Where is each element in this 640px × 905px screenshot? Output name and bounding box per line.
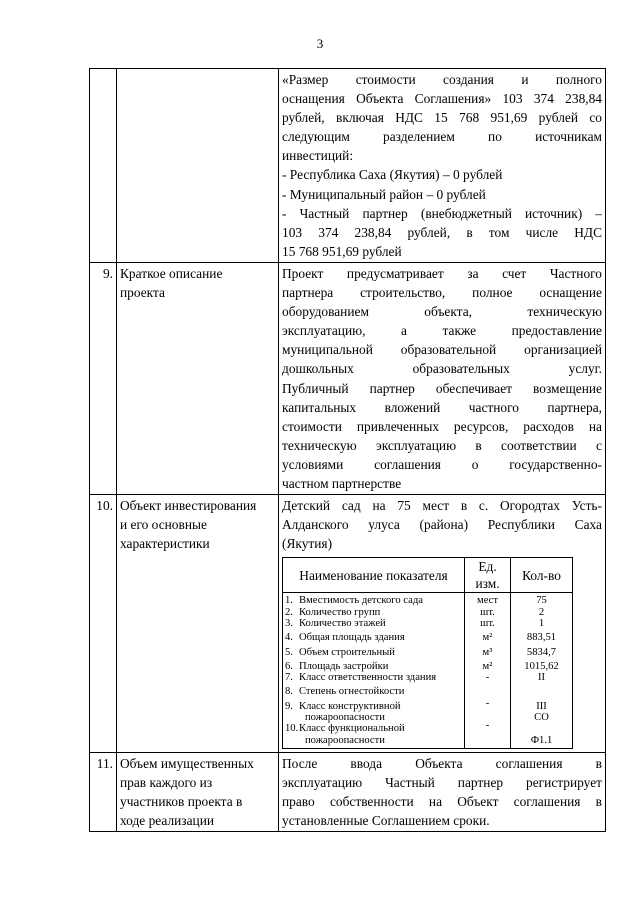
row-name-line: характеристики [120,536,210,552]
text-line: «Размер стоимости создания и полного [282,72,602,87]
text-line: дошкольных образовательных услуг. [282,361,602,377]
project-passport-table [89,68,606,832]
row-name-line: ходе реализации [120,813,215,829]
characteristic-name: пожароопасности [305,712,385,724]
row-number: 10. [90,495,117,753]
row-name-line: Объект инвестирования [120,498,257,514]
value-cell [513,723,570,734]
unit-cell: - [485,720,490,732]
value-cell: Ф1.1 [530,734,553,746]
text-line: инвестиций: [282,148,354,164]
row-number: 11. [90,752,117,831]
table-row [90,262,606,494]
characteristic-name: 2. Количество групп [285,606,381,618]
row-name [117,752,279,831]
unit-cell: - [485,672,490,684]
unit-cell: м³ [482,646,493,658]
header-unit-line: Ед. [478,559,497,575]
unit-cell [467,686,508,697]
row-name-line: и его основные [120,517,207,533]
value-cell: 1 [538,617,545,629]
unit-cell: м² [482,632,493,644]
text-line: следующим разделением по источникам [282,129,602,145]
characteristic-name: 7. Класс ответственности здания [285,672,437,684]
row-number: 9. [90,262,117,494]
text-line: - Частный партнер (внебюджетный источник) – [282,205,602,221]
row-content [279,262,606,494]
value-cell: II [537,672,546,684]
text-line: Детский сад на 75 мест в с. Огородтах Усть- [282,498,602,514]
text-line: установленные Соглашением сроки. [282,813,490,829]
text-line: - Муниципальный район – 0 рублей [282,186,486,202]
text-line: эксплуатацию Частный партнер регистрирует [282,775,602,790]
text-line: 15 768 951,69 рублей [282,243,402,259]
characteristics-units [465,593,511,749]
row-name-line: участников проекта в [120,794,243,810]
text-line: стоимости привлеченных ресурсов, расходов на [282,418,602,434]
row-name [117,495,279,753]
characteristics-table [282,557,573,749]
unit-cell [467,709,508,720]
text-line: 103 374 238,84 рублей, в том числе НДС [282,224,602,240]
row-name-line: прав каждого из [120,775,213,790]
characteristic-name: пожароопасности [305,734,385,746]
unit-cell: - [485,697,490,709]
characteristic-name: 4. Общая площадь здания [285,632,405,644]
text-line: - Республика Саха (Якутия) – 0 рублей [282,167,503,183]
value-cell: 883,51 [526,632,557,644]
text-line: оснащения Объекта Соглашения» 103 374 238,84 [282,91,602,107]
characteristic-name: 5. Объем строительный [285,646,395,658]
row-content [279,495,606,753]
unit-cell: шт. [480,606,495,618]
text-line: После ввода Объекта соглашения в [282,755,602,771]
characteristic-name: 3. Количество этажей [285,617,386,629]
characteristic-name: 1. Вместимость детского сада [285,595,423,607]
text-line: эксплуатацию, а также предоставление [282,323,602,339]
table-row [90,752,606,831]
header-unit-line: изм. [475,576,500,592]
unit-cell: м² [482,660,493,672]
characteristics-header-row [283,558,573,593]
value-cell: 5834,7 [526,646,557,658]
text-line: условиями соглашения о государственно- [282,456,602,472]
text-line: частном партнерстве [282,475,402,491]
text-line: (Якутия) [282,536,333,552]
value-cell: 2 [538,606,545,618]
text-line: муниципальной образовательной организацией [282,342,602,358]
text-line: рублей, включая НДС 15 768 951,69 рублей со [282,110,602,126]
text-line: капитальных вложений частного партнера, [282,399,602,415]
page-number: 3 [316,36,324,51]
header-unit [465,558,511,593]
text-line: Публичный партнер обеспечивает возмещение [282,380,602,396]
text-line: оборудованием объекта, техническую [282,304,602,320]
characteristic-name: 8. Степень огнестойкости [285,686,405,698]
characteristic-name: 6. Площадь застройки [285,660,389,672]
text-line: Проект предусматривает за счет Частного [282,265,602,281]
text-line: партнера строительство, полное оснащение [282,285,602,301]
value-cell: 1015,62 [524,660,559,672]
value-cell: 75 [536,595,547,607]
row-name-line: Краткое описание [120,265,223,281]
characteristics-body [283,593,573,749]
row-name [117,69,279,263]
header-name: Наименование показателя [283,558,465,593]
row-name-line: Объем имущественных [120,755,254,771]
table-row [90,69,606,263]
text-line: право собственности на Объект соглашения в [282,794,602,810]
row-name-line: проекта [120,285,165,301]
characteristic-name: 10.Класс функциональной [285,723,405,735]
row-content [279,69,606,263]
row-number [90,69,117,263]
row-name [117,262,279,494]
characteristics-values [511,593,573,749]
value-cell: III СО [534,700,549,724]
characteristic-name: 9. Класс конструктивной [285,700,401,712]
text-line: Алданского улуса (района) Республики Саха [282,517,602,533]
text-line: техническую эксплуатацию в соответствии с [282,437,602,453]
header-value: Кол-во [511,558,573,593]
unit-cell: шт. [480,617,495,629]
unit-cell: мест [476,595,498,607]
table-row [90,495,606,753]
characteristics-names [283,593,465,749]
row-content [279,752,606,831]
value-cell [513,686,570,697]
